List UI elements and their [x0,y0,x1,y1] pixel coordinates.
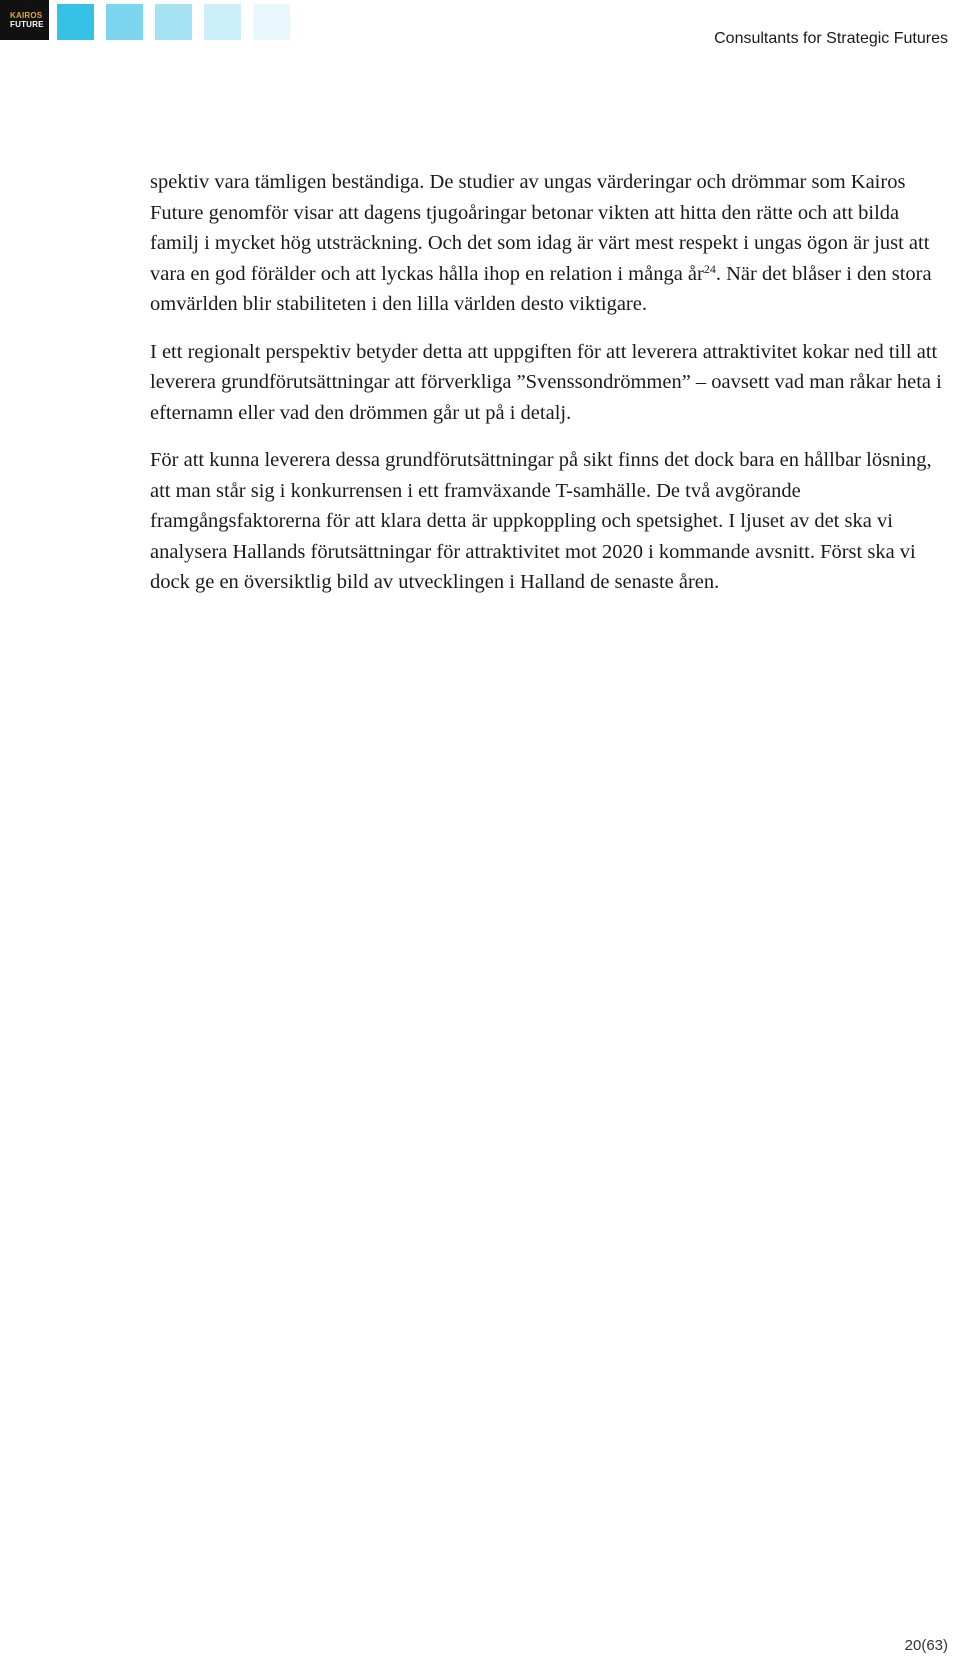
header-tagline: Consultants for Strategic Futures [714,30,948,47]
color-swatch [155,4,192,40]
paragraph-3: För att kunna leverera dessa grundförutsättningar på sikt finns det dock bara en hållbar lösning, att man står sig i konkurrensen i ett framväxande T-samhälle. De två avgörande framgångsfaktorerna för att klara detta är uppkoppling och spetsighet. I ljuset av det ska vi analysera Hallands förutsättningar för attraktivitet mot 2020 i kommande avsnitt. Först ska vi dock ge en översiktlig bild av utvecklingen i Halland de senaste åren. [150,449,932,593]
color-swatch [253,4,290,40]
paragraph-2: I ett regionalt perspektiv betyder detta att uppgiften för att leverera attraktivitet kokar ned till att leverera grundförutsättningar att förverkliga ”Svenssondrömmen” – oavsett vad man råkar heta i efternamn eller vad den drömmen går ut på i detalj. [150,340,942,424]
paragraph-1-text-cont: . När det blåser i den stora omvärlden blir stabiliteten i den lilla världen desto viktigare. [150,262,932,315]
color-swatch [106,4,143,40]
body-text [150,167,950,615]
page-header [0,0,960,60]
paragraph-1 [150,167,950,320]
page-number: 20(63) [904,1637,948,1654]
logo-line-future: FUTURE [10,20,44,29]
color-swatch [57,4,94,40]
logo-wordmark [10,11,44,29]
paragraph-1-text: spektiv vara tämligen beständiga. De studier av ungas värderingar och drömmar som Kairos Future genomför visar att dagens tjugoåringar betonar vikten att hitta den rätte och att bilda familj i mycket hög utsträckning. Och det som idag är värt mest respekt i ungas ögon är just att vara en god förälder och att lyckas hålla ihop en relation i många år [150,171,930,285]
color-swatch [204,4,241,40]
footnote-reference[interactable]: 24 [703,261,716,276]
kairos-future-logo [0,0,49,40]
logo-line-kairos: KAIROS [10,11,43,20]
